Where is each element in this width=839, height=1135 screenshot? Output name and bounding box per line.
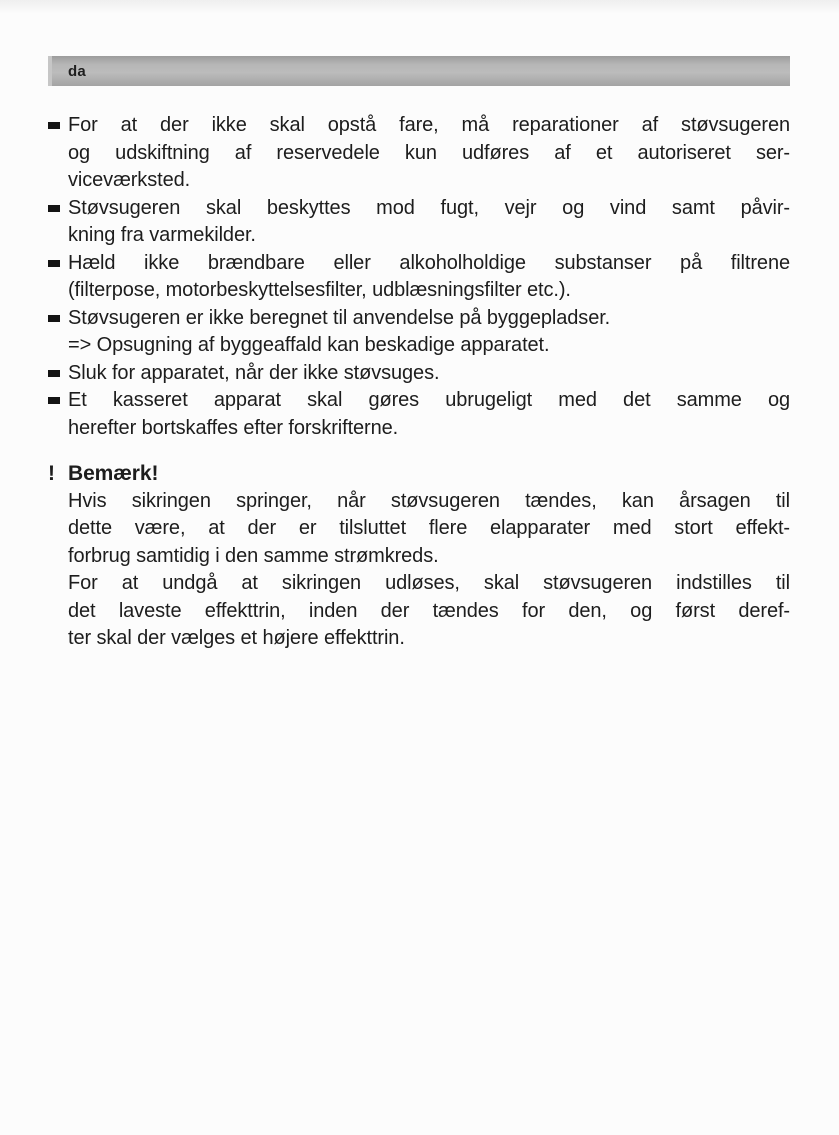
safety-bullet-list [48, 112, 790, 442]
text-line: ter skal der vælges et højere effekttrin. [68, 627, 405, 649]
note-body [68, 488, 790, 653]
text-line: (filterpose, motorbeskyttelsesfilter, udblæsningsfilter etc.). [68, 279, 571, 301]
square-bullet-icon [48, 397, 60, 404]
list-item [48, 112, 790, 195]
list-item-text [68, 250, 790, 305]
text-line: For at undgå at sikringen udløses, skal støvsugeren indstilles til [68, 572, 790, 594]
text-line: viceværksted. [68, 169, 191, 191]
text-line: Et kasseret apparat skal gøres ubrugeligt med det samme og [68, 389, 790, 411]
text-line: Sluk for apparatet, når der ikke støvsuges. [68, 361, 440, 384]
text-line: kning fra varmekilder. [68, 224, 256, 246]
note-title: Bemærk! [68, 462, 159, 485]
text-line: => Opsugning af byggeaffald kan beskadige apparatet. [68, 334, 550, 356]
text-line: forbrug samtidig i den samme strømkreds. [68, 544, 439, 567]
list-item [48, 195, 790, 250]
text-line: Støvsugeren skal beskyttes mod fugt, vejr og vind samt påvir- [68, 196, 790, 219]
language-header-bar [48, 56, 790, 86]
text-line: Støvsugeren er ikke beregnet til anvendelse på byggepladser. [68, 306, 611, 329]
list-item-text [68, 112, 790, 195]
list-item-text [68, 195, 790, 250]
text-line: For at der ikke skal opstå fare, må reparationer af støvsugeren [68, 114, 790, 136]
language-code-label: da [68, 62, 86, 80]
text-line: Hvis sikringen springer, når støvsugeren tændes, kan årsagen til [68, 489, 790, 512]
text-line: herefter bortskaffes efter forskrifterne. [68, 416, 399, 439]
list-item [48, 305, 790, 360]
text-line: dette være, at der er tilsluttet flere elapparater med stort effekt- [68, 517, 790, 539]
note-section [48, 460, 790, 653]
text-line: og udskiftning af reservedele kun udføres af et autoriseret ser- [68, 141, 790, 164]
list-item-text [68, 360, 790, 388]
list-item [48, 360, 790, 388]
note-heading [48, 460, 790, 488]
square-bullet-icon [48, 205, 60, 212]
text-line: Hæld ikke brændbare eller alkoholholdige substanser på filtrene [68, 251, 790, 274]
list-item-text [68, 305, 790, 360]
square-bullet-icon [48, 260, 60, 267]
list-item [48, 387, 790, 442]
list-item [48, 250, 790, 305]
list-item-text [68, 387, 790, 442]
square-bullet-icon [48, 122, 60, 129]
safety-instructions-section [48, 112, 790, 653]
square-bullet-icon [48, 315, 60, 322]
text-line: det laveste effekttrin, inden der tændes for den, og først deref- [68, 599, 790, 622]
square-bullet-icon [48, 370, 60, 377]
note-exclamation-marker: ! [48, 462, 55, 485]
